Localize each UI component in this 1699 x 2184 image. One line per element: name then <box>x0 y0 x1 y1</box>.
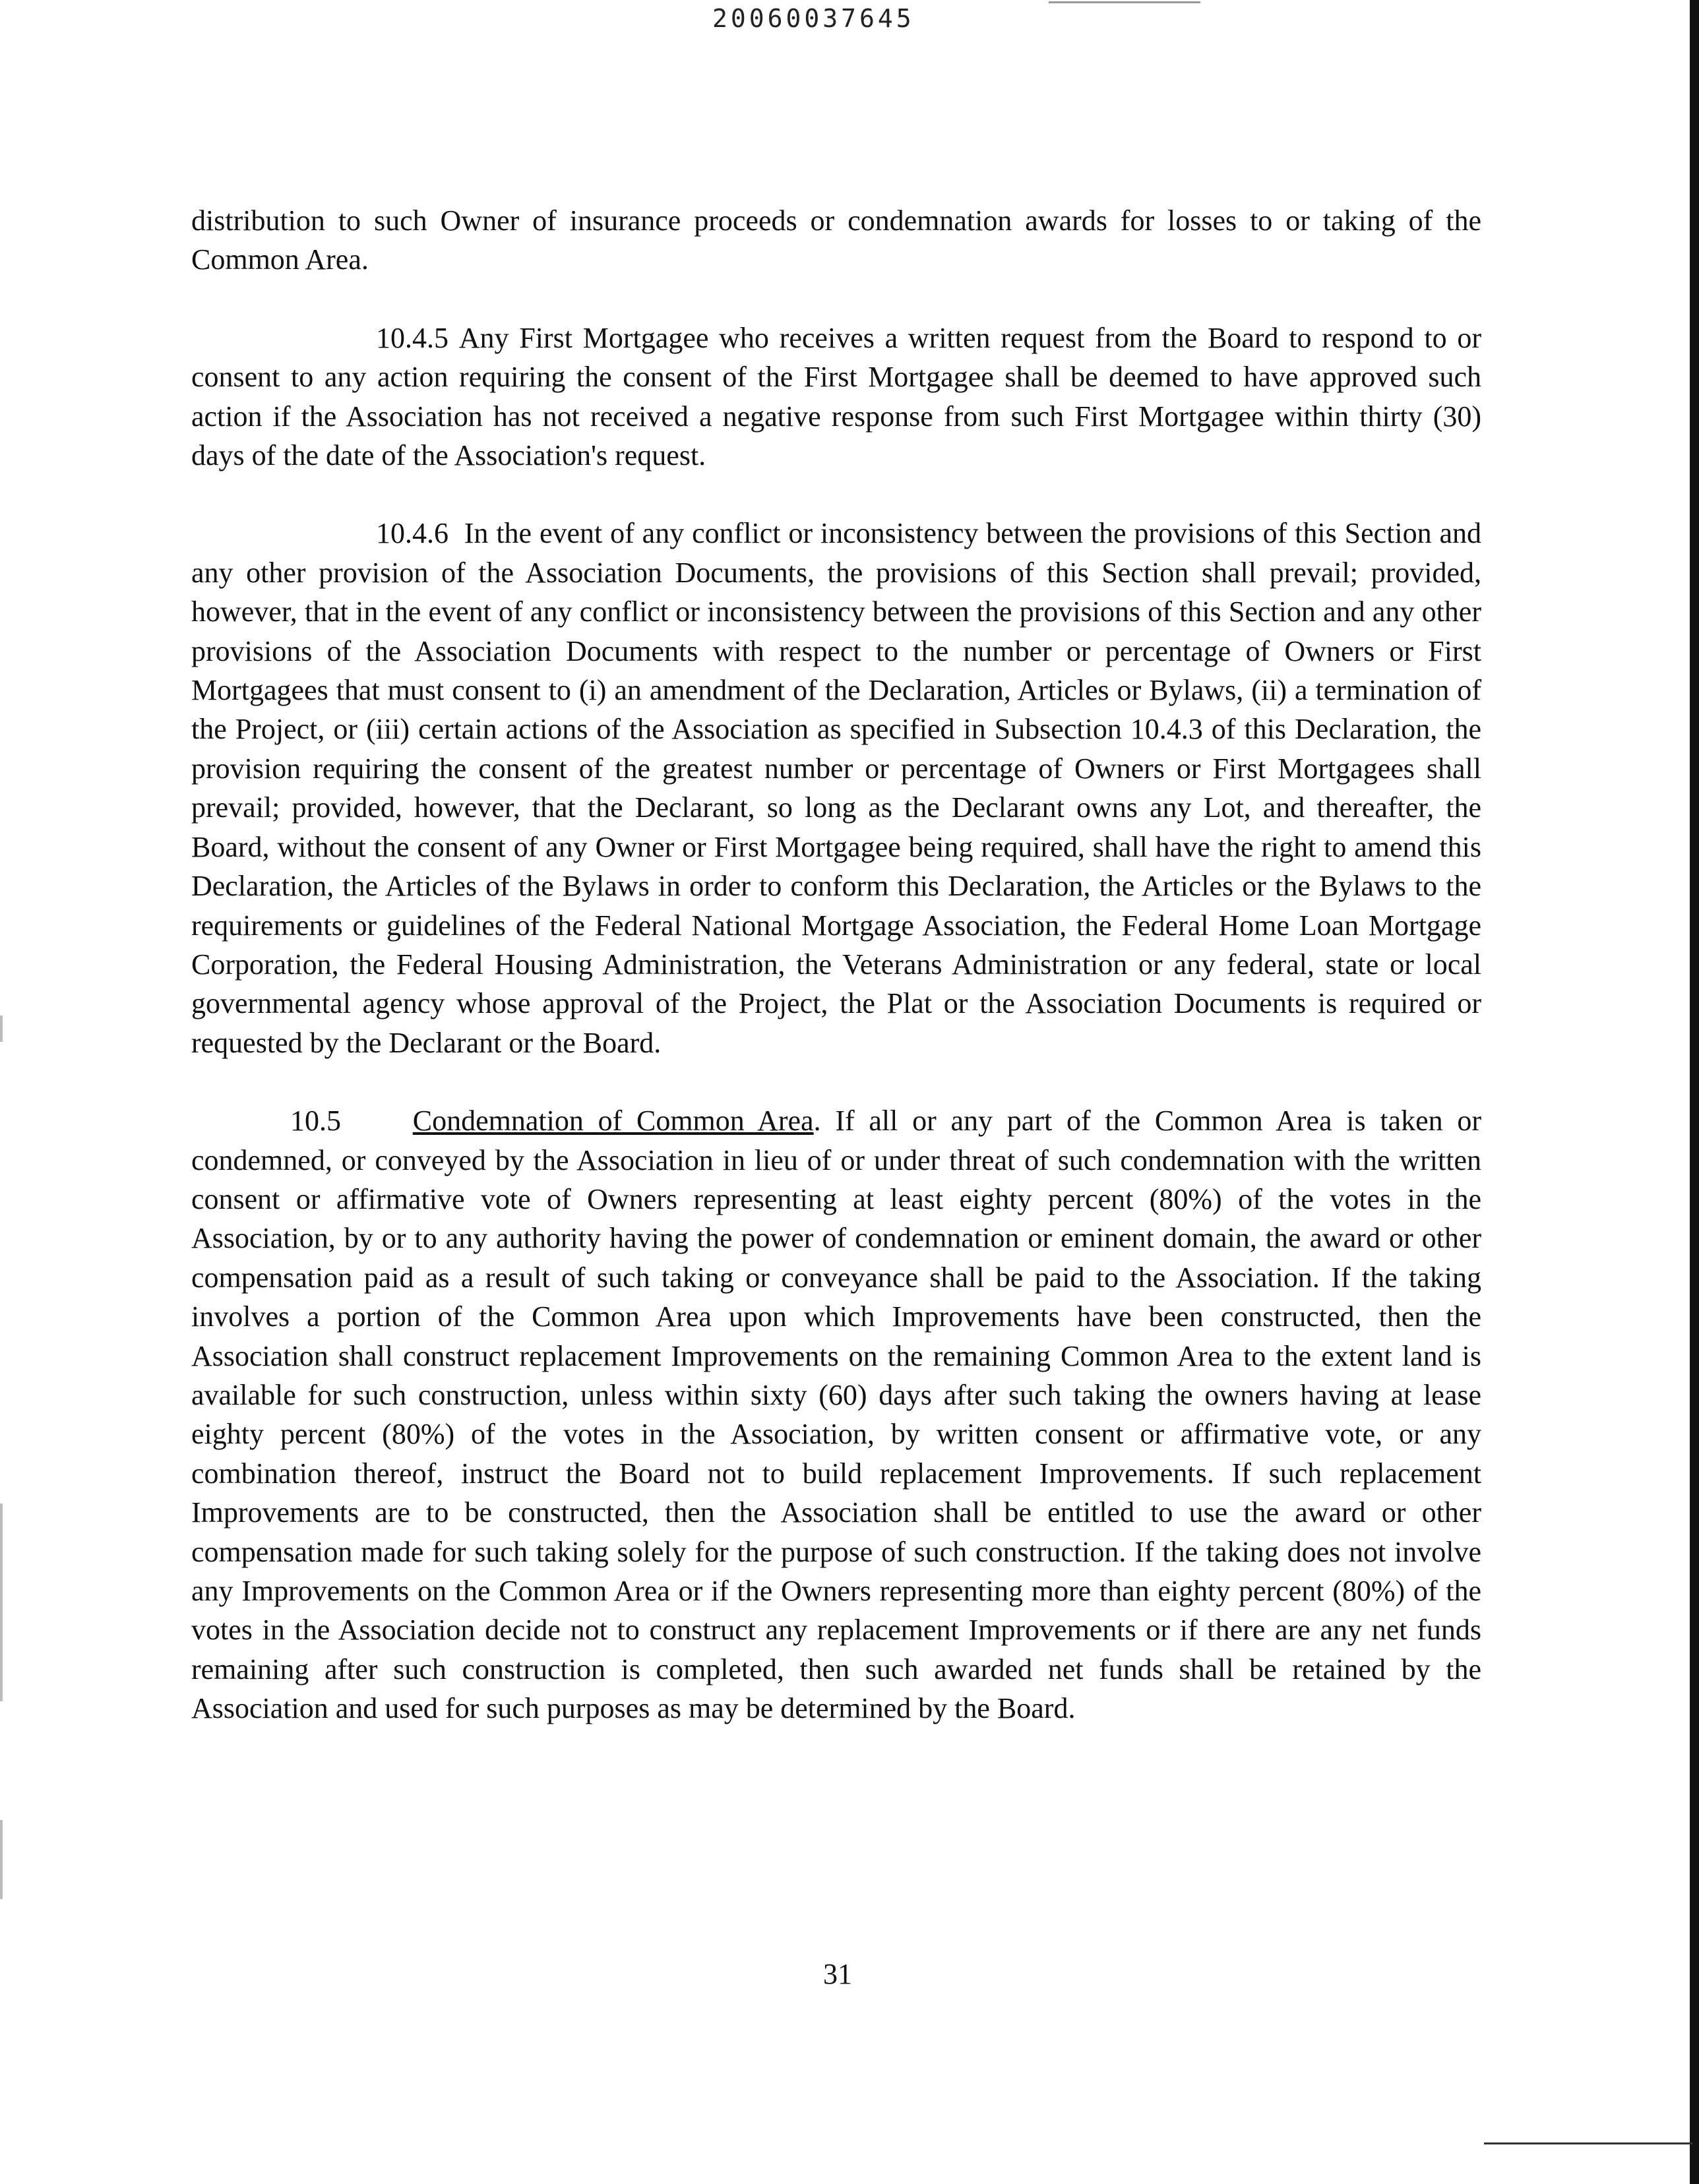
document-body <box>191 201 1481 1767</box>
section-title: Condemnation of Common Area <box>412 1105 814 1138</box>
page-number: 31 <box>823 1958 852 1990</box>
scan-edge-right <box>1690 0 1699 2184</box>
section-text: . If all or any part of the Common Area is taken or condemned, or conveyed by the Association in lieu of or under threat of such condemnation with the written consent or affirmative vote of Owners representing at least eighty percent (80%) of the votes in the Association, by or to any authority having the power of condemnation or eminent domain, the award or other compensation paid as a result of such taking or conveyance shall be paid to the Association. If the taking involves a portion of the Common Area upon which Improvements have been constructed, then the Association shall construct replacement Improvements on the remaining Common Area to the extent land is available for such construction, unless within sixty (60) days after such taking the owners having at lease eighty percent (80%) of the votes in the Association, by written consent or affirmative vote, or any combination thereof, instruct the Board not to build replacement Improvements. If such replacement Improvements are to be constructed, then the Association shall be entitled to use the award or other compensation made for such taking solely for the purpose of such construction. If the taking does not involve any Improvements on the Common Area or if the Owners representing more than eighty percent (80%) of the votes in the Association decide not to construct any replacement Improvements or if there are any net funds remaining after such construction is completed, then such awarded net funds shall be retained by the Association and used for such purposes as may be determined by the Board. <box>191 1105 1482 1725</box>
section-10-5 <box>191 1101 1481 1728</box>
section-text: Any First Mortgagee who receives a written request from the Board to respond to or consent to any action requiring the consent of the First Mortgagee shall be deemed to have approved such action if the Association has not received a negative response from such First Mortgagee within thirty (30) days of the date of the Association's request. <box>191 321 1482 472</box>
document-number: 20060037645 <box>712 4 915 33</box>
section-number: 10.4.6 <box>376 517 448 550</box>
paragraph-continuation: distribution to such Owner of insurance proceeds or condemnation awards for losses to or taking of the Common Area. <box>191 204 1481 276</box>
section-number: 10.4.5 <box>376 321 448 354</box>
section-10-4-6 <box>191 514 1481 1062</box>
scan-artifact-top <box>1049 1 1200 3</box>
section-number: 10.5 <box>290 1105 341 1138</box>
scan-artifact-left <box>0 1503 3 1701</box>
scan-artifact-left <box>0 1820 3 1899</box>
section-text: In the event of any conflict or inconsistency between the provisions of this Section and any other provision of the Association Documents, the provisions of this Section shall prevail; provided, however, that in the event of any conflict or inconsistency between the provisions of this Section and any other provisions of the Association Documents with respect to the number or percentage of Owners or First Mortgagees that must consent to (i) an amendment of the Declaration, Articles or Bylaws, (ii) a termination of the Project, or (iii) certain actions of the Association as specified in Subsection 10.4.3 of this Declaration, the provision requiring the consent of the greatest number or percentage of Owners or First Mortgagees shall prevail; provided, however, that the Declarant, so long as the Declarant owns any Lot, and thereafter, the Board, without the consent of any Owner or First Mortgagee being required, shall have the right to amend this Declaration, the Articles of the Bylaws in order to conform this Declaration, the Articles or the Bylaws to the requirements or guidelines of the Federal National Mortgage Association, the Federal Home Loan Mortgage Corporation, the Federal Housing Administration, the Veterans Administration or any federal, state or local governmental agency whose approval of the Project, the Plat or the Association Documents is required or requested by the Declarant or the Board. <box>191 517 1482 1059</box>
section-10-4-5 <box>191 318 1481 475</box>
scan-artifact-left <box>0 1016 3 1042</box>
scan-artifact-bottom <box>1484 2142 1692 2144</box>
